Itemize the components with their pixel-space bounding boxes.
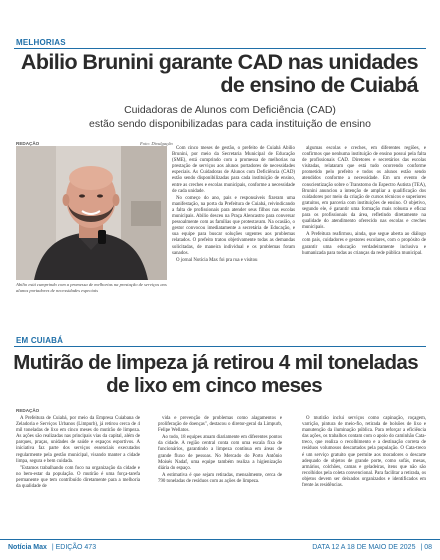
photo-caption: Abilio está cumprindo com a promessa de melhorias na prestação de serviços aos alunos portadores de necessidades especiais [16,282,167,293]
byline: REDAÇÃO [16,141,40,146]
headline-line2: de lixo em cinco meses [106,374,322,397]
paragraph: A estimativa é que sejam retiradas, mensalmente, cerca de 790 toneladas de resíduos com as ações de limpeza. [158,472,282,484]
edition-number: | EDIÇÃO 473 [51,544,97,551]
subtitle-line2: estão sendo disponibilizadas para cada instituição de ensino [89,118,371,130]
subtitle-line1: Cuidadoras de Alunos com Deficiência (CAD) [124,104,336,116]
paragraph: O jornal Notícia Max foi pra rua e visitou [176,257,258,263]
headline-line1: Mutirão de limpeza já retirou 4 mil toneladas [13,351,418,374]
headline-line1: Abilio Brunini garante CAD nas unidades [20,50,418,74]
headline-line2: de ensino de Cuiabá [220,73,418,97]
footer-divider [0,539,440,540]
section-divider [14,346,426,347]
story1-column-2 [302,146,426,258]
story2-column-3 [302,416,426,490]
article-photo [16,146,167,280]
page-number: | 08 [420,544,432,551]
photo-credit: Foto: Divulgação [140,141,173,146]
paragraph: A Prefeitura reafirmou, ainda, que segue aberta ao diálogo com pais, cuidadores e gestores escolares, com o propósito de garantir uma educação verdadeiramente inclusiva e humanizada para todas as crianças da rede pública municipal. [302,232,426,256]
paragraph: algumas escolas e creches, em diferentes regiões, e confirmos que nenhuma instituição de ensino possui pela falta de profissionais CAD. Diretores e secretários das escolas visitadas, relataram que está tudo ocorrendo conforme prometido pelo prefeito e todos os alunos estão sendo atendidos conforme a necessidade. Em um evento de conscientização sobre o Transtorno do Espectro Autista (TEA), Brunini anunciou a intenção de ampliar a qualificação dos cuidadores por meio da criação de cursos técnicos e superiores gratuitos, em parceria com instituições de ensino. O objetivo, segundo ele, é garantir uma formação mais robusta e eficaz para os profissionais da área, refletindo diretamente na qualidade do atendimento oferecido nas escolas e creches municipais. [302,146,426,231]
paragraph: "Estamos trabalhando com foco na organização da cidade e no bem-estar da população. O mutirão é uma força-tarefa permanente que tem contribuído diretamente para a melhoria da qualidade de [16,465,140,490]
paragraph: O mutirão inclui serviços como capinação, roçagem, varrição, pintura de meio-fio, retirada de bolsões de lixo e manutenção da iluminação pública. Para reforçar a eficiência das ações, os trabalhos contam com o apoio do caminhão Cata-treco, que realiza o recolhimento e a destinação correta de resíduos volumosos descartados pela população. O Cata-treco é um serviço gratuito que permite aos moradores o descarte adequado de objetos de grande porte, como sofás, mesas, armários, colchões, camas e geladeiras, itens que não são recolhidos pela coleta convencional. Para facilitar a retirada, os objetos devem ser deixados organizados e identificados em frente às residências. [302,416,426,489]
issue-date: DATA 12 A 18 DE MAIO DE 2025 [312,544,416,551]
section-label-em-cuiaba: EM CUIABÁ [16,336,64,345]
story2-column-1 [16,416,140,491]
footer-right [312,544,432,551]
section-divider [14,48,426,49]
byline: REDAÇÃO [16,408,40,413]
paragraph: Com cinco meses de gestão, o prefeito de Cuiabá Abilio Brunini, por meio da Secretaria Municipal de Educação (SME), está cumprindo com a promessa de melhorias na prestação de serviços aos alunos portadores de necessidades especiais. As Cuidadoras de Alunos com Deficiência (CAD) estão sendo disponibilizadas para cada instituição de ensino, entre as creches e escolas municipais, conforme a necessidade de cada unidade. [172,146,295,194]
man-portrait-image [16,146,167,280]
story1-column-1 [172,146,295,265]
paragraph: A Prefeitura de Cuiabá, por meio da Empresa Cuiabana de Zeladoria e Serviços Urbanos (Limpurb), já retirou cerca de 4 mil toneladas de lixo em cinco meses do mutirão de limpeza. As ações são realizadas nas principais vias da capital, além de parques, praças, unidades de saúde e espaços esportivos. A iniciativa faz parte dos serviços essenciais executados regularmente pela gestão municipal, visando manter a cidade limpa, segura e bem cuidada. [16,416,140,464]
brand-name: Notícia Max [8,544,47,551]
paragraph: Ao todo, 18 equipes atuam diariamente em diferentes pontos da cidade. A região central conta com uma escala fixa de funcionários, garantindo a limpeza contínua em áreas de grande fluxo de pessoas. No Mercado do Porto Antônio Moisés Nadaf, uma equipe também realiza a higienização diária do espaço. [158,435,282,471]
footer-left [8,544,96,551]
paragraph: vida e prevenção de problemas como alagamentos e proliferação de doenças", destacou o diretor-geral da Limpurb, Felipe Wellatos. [158,416,282,434]
paragraph: No começo do ano, pais e responsáveis fizeram uma manifestação, na porta da Prefeitura de Cuiabá, reivindicando a falta de profissionais para atender seus filhos nas escolas municipais. Abilio desceu na Praça Alencastro para conversar pessoalmente com as famílias que protestavam. Na ocasião, o gestor convocou imediatamente a secretária de Educação, e sua equipe para buscar soluções urgentes aos problemas relatados. O prefeito tratou objetivamente todas as demandas solicitadas, de maneira individual e os problemas foram sanados. [172,195,295,256]
story2-column-2 [158,416,282,486]
section-label-melhorias: MELHORIAS [16,38,66,47]
